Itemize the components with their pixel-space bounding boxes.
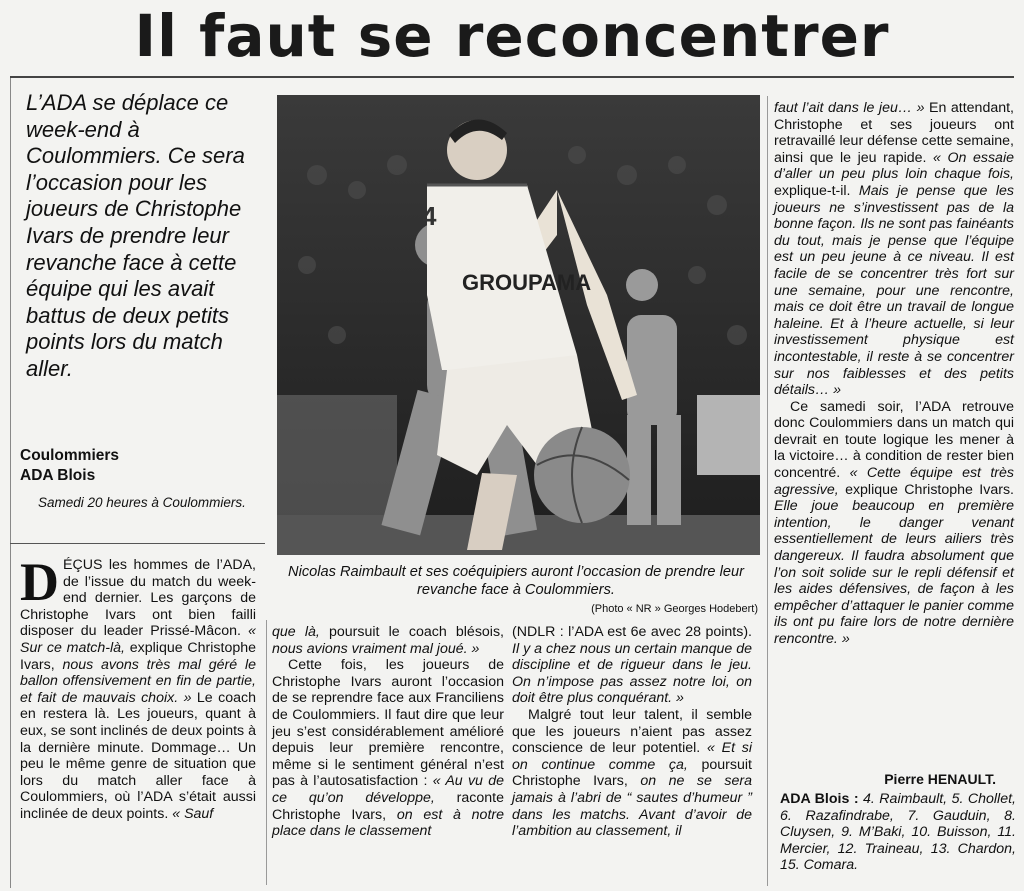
section-rule bbox=[10, 543, 265, 544]
home-team: Coulommiers bbox=[20, 447, 120, 464]
author-signature: Pierre HENAULT. bbox=[884, 771, 996, 787]
roster-players: 4. Raimbault, 5. Chollet, 6. Razafindrabe, 7. Gauduin, 8. Cluysen, 9. M’Baki, 10. Buisson, 11. Mercier, 12. Traineau, 13. Chardon, 15. Comara. bbox=[780, 791, 1016, 874]
paragraph: Malgré tout leur talent, il semble que les joueurs n’aient pas assez conscience de leur potentiel. « Et si on continue comme ça, poursuit Christophe Ivars, on ne se sera jamais à l’abri de “ sautes d’humeur ” dans les matchs. Avant d’avoir de l’ambition au classement, il bbox=[512, 706, 752, 840]
article-column-3 bbox=[512, 624, 752, 840]
photo-illustration bbox=[277, 95, 760, 555]
article-column-1 bbox=[20, 552, 257, 823]
header-rule bbox=[10, 76, 1014, 78]
headline: Il faut se reconcentrer bbox=[134, 2, 890, 70]
paragraph: DÉÇUS les hommes de l’ADA, de l’issue du match du week-end dernier. Les garçons de Christophe Ivars ont bien failli disposer du leader Prissé-Mâcon. « Sur ce match-là, explique Christophe Ivars, nous avons très mal géré le ballon offensivement en fin de partie, et fait de mauvais choix. » Le coach en restera là. Les joueurs, quant à eux, se sont inclinés de deux points à la dernière minute. Dommage… Un peu le même genre de situation que lors du match aller face à Coulommiers, où l’ADA s’était aussi inclinée de deux points. « Sauf bbox=[20, 552, 257, 822]
match-teams bbox=[20, 446, 260, 486]
column-divider bbox=[767, 96, 768, 886]
article-column-2 bbox=[272, 624, 504, 840]
roster-label: ADA Blois : bbox=[780, 791, 864, 807]
paragraph: faut l’ait dans le jeu… » En attendant, Christophe et ses joueurs ont retravaillé leur défense cette semaine, ainsi que le jeu rapide. « On essaie d’aller un peu plus loin chaque fois, explique-t-il. Mais je pense que les joueurs ne s’investissent pas de la bonne façon. Ils ne sont pas fainéants du tout, mais je pense que l’équipe est un peu jeune à ce niveau. Il est facile de se concentrer très fort sur une semaine, pour une rencontre, mais ce doit être un travail de longue haleine. Et à l’heure actuelle, si leur investissement physique est incontestable, il reste à se concentrer sur nos faiblesses et des petits détails… » bbox=[774, 100, 1015, 399]
team-roster bbox=[780, 791, 1016, 874]
paragraph: (NDLR : l’ADA est 6e avec 28 points). Il y a chez nous un certain manque de discipline et de rigueur dans le jeu. On n’impose pas assez notre loi, on doit être plus conquérant. » bbox=[512, 624, 752, 707]
left-border bbox=[10, 78, 11, 888]
basketball-photo bbox=[277, 95, 760, 555]
match-schedule: Samedi 20 heures à Coulommiers. bbox=[38, 495, 246, 510]
paragraph: Ce samedi soir, l’ADA retrouve donc Coulommiers dans un match qui devrait en toute logique les mener à la victoire… à condition de rester bien concentré. « Cette équipe est très agressive, explique Christophe Ivars. Elle joue beaucoup en première intention, le danger venant essentiellement de leurs ailiers très dangereux. Il faudra absolument que l’on soit solide sur le repli défensif et les aides défensives, de façon à les empêcher d’attaquer le panier comme ils ont pu faire lors de notre dernière rencontre. » bbox=[774, 398, 1014, 647]
lead-paragraph: L’ADA se déplace ce week-end à Coulommiers. Ce sera l’occasion pour les joueurs de Christophe Ivars de prendre leur revanche face à cette équipe qui les avait battus de deux petits points lors du match aller. bbox=[26, 90, 245, 381]
column-divider bbox=[266, 620, 267, 885]
paragraph: Cette fois, les joueurs de Christophe Ivars auront l’occasion de se reprendre face aux Franciliens de Coulommiers. Il faut dire que leur jeu s’est considérablement amélioré depuis leur première rencontre, même si le sentiment général n’est pas à l’autosatisfaction : « Au vu de ce qu’on développe, raconte Christophe Ivars, on est à notre place dans le classement bbox=[272, 657, 505, 840]
drop-cap: D bbox=[20, 552, 59, 612]
photo-credit: (Photo « NR » Georges Hodebert) bbox=[591, 603, 758, 615]
jersey-text: GROUPAMA bbox=[462, 270, 592, 295]
photo-caption: Nicolas Raimbault et ses coéquipiers auront l’occasion de prendre leur revanche face à Coulommiers. bbox=[288, 564, 744, 598]
article-column-4 bbox=[774, 100, 1014, 648]
paragraph: que là, poursuit le coach blésois, nous avions vraiment mal joué. » bbox=[272, 624, 504, 657]
jersey-number: 4 bbox=[422, 201, 437, 231]
away-team: ADA Blois bbox=[20, 467, 96, 484]
